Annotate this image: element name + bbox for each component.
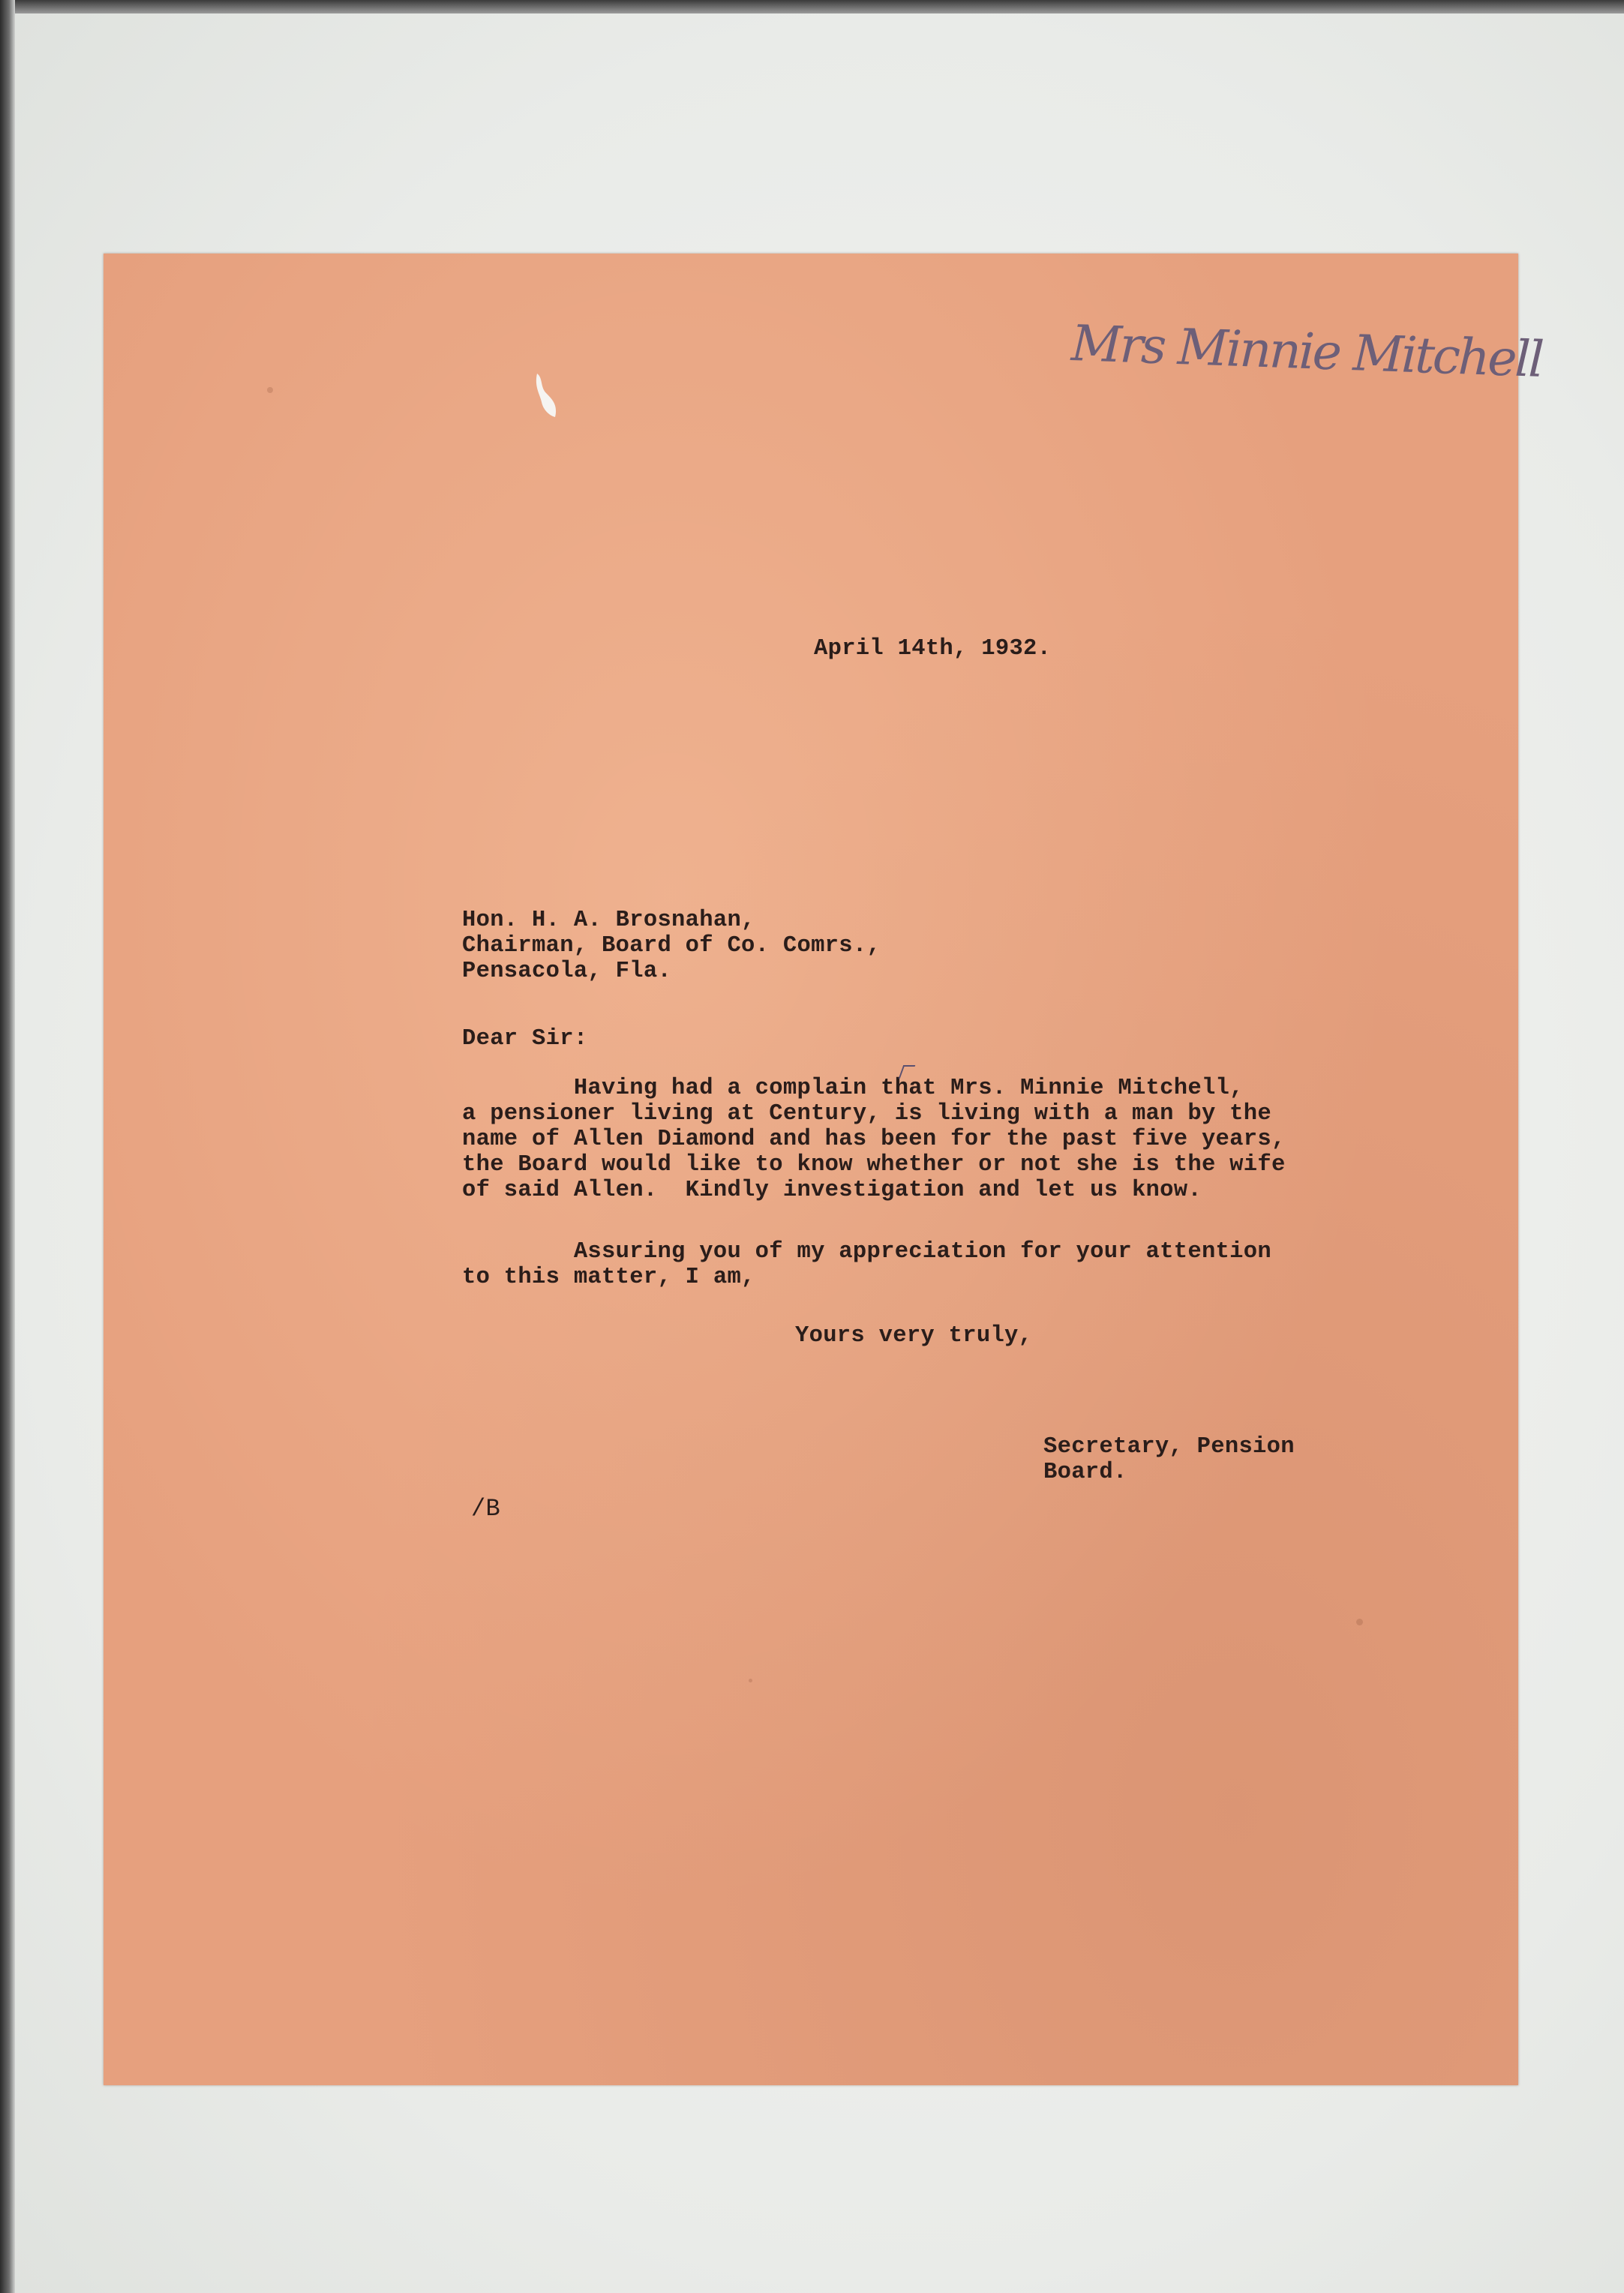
- body-line: Assuring you of my appreciation for your attention: [462, 1239, 1271, 1265]
- paper-speck: [267, 387, 273, 393]
- handwritten-note: Mrs Minnie Mitchell: [1070, 314, 1543, 389]
- body-line: of said Allen. Kindly investigation and let us know.: [462, 1178, 1202, 1203]
- paper-tear-mark: [533, 372, 560, 420]
- body-line: a pensioner living at Century, is living with a man by the: [462, 1101, 1271, 1127]
- signature-block-line: Board.: [1043, 1460, 1127, 1485]
- body-line: the Board would like to know whether or not she is the wife: [462, 1152, 1286, 1178]
- scanner-edge-top: [0, 0, 1624, 14]
- paper-speck: [1356, 1619, 1363, 1625]
- scanner-edge-left: [0, 0, 15, 2293]
- typist-initials: /B: [471, 1495, 501, 1523]
- salutation: Dear Sir:: [462, 1026, 588, 1052]
- letter-date: April 14th, 1932.: [814, 636, 1052, 662]
- paper-speck: [749, 1679, 752, 1682]
- body-line: to this matter, I am,: [462, 1265, 755, 1290]
- recipient-address-line: Hon. H. A. Brosnahan,: [462, 908, 755, 933]
- recipient-address-line: Pensacola, Fla.: [462, 959, 672, 984]
- body-line: name of Allen Diamond and has been for the past five years,: [462, 1127, 1286, 1152]
- complimentary-closing: Yours very truly,: [795, 1323, 1033, 1349]
- letter-sheet: [104, 254, 1543, 2085]
- body-line: Having had a complain that Mrs. Minnie Mitchell,: [462, 1076, 1244, 1101]
- recipient-address-line: Chairman, Board of Co. Comrs.,: [462, 933, 881, 959]
- signature-block-line: Secretary, Pension: [1043, 1434, 1295, 1460]
